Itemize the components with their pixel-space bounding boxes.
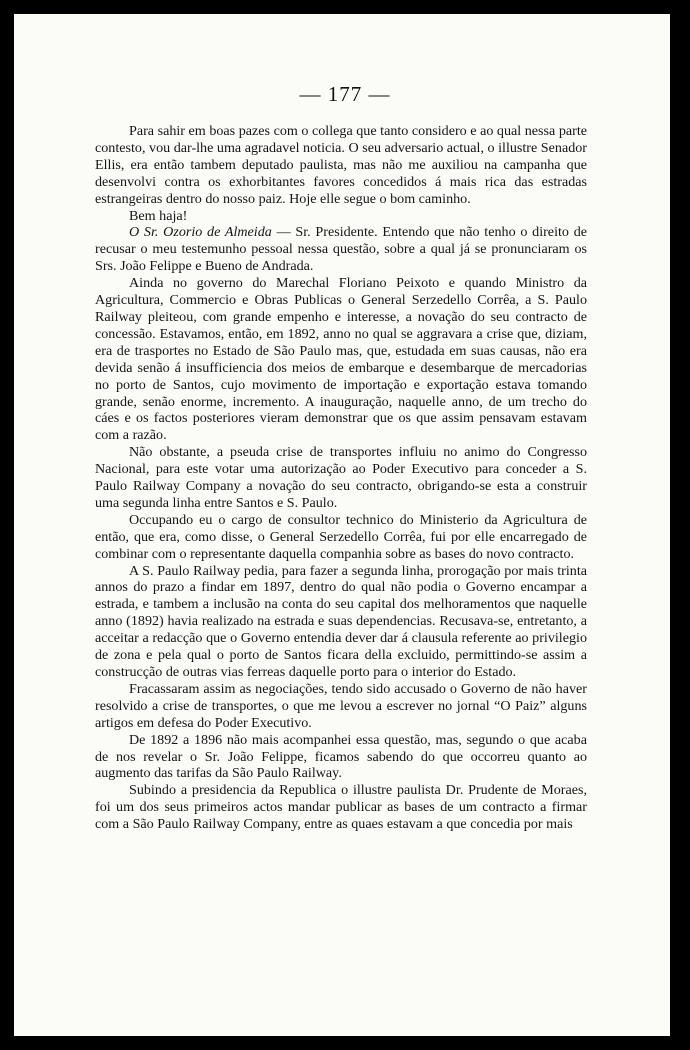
speech-text: — Sr. Presidente. Entendo que não tenho o direito de recusar o meu testemunho pessoal nessa questão, sobre a qual já se pronunciaram os Srs. João Felippe e Bueno de Andrada. xyxy=(95,224,587,275)
paragraph: Occupando eu o cargo de consultor technico do Ministerio da Agricultura de então, que era, como disse, o General Serzedello Corrêa, fui por elle encarregado de combinar com o representante daquella companhia sobre as bases do novo contracto. xyxy=(95,511,587,562)
paragraph: Ainda no governo do Marechal Floriano Peixoto e quando Ministro da Agricultura, Commercio e Obras Publicas o General Serzedello Corrêa, a S. Paulo Railway pleiteou, com grande empenho e interesse, a novação do seu contracto de concessão. Estavamos, então, em 1892, anno no qual se aggravara a crise que, diziam, era de trasportes no Estado de São Paulo mas, que, estudada em suas causas, não era devida senão á insufficiencia dos meios de embarque e desembarque de mercadorias no porto de Santos, cujo movimento de importação e exportação estava tomando grande, senão enorme, incremento. A inauguração, naquelle anno, de um trecho do cáes e os factos posteriores vieram demonstrar que os que assim pensavam estavam com a razão. xyxy=(95,275,587,444)
paragraph: Bem haja! xyxy=(129,207,188,224)
paragraph: Subindo a presidencia da Republica o illustre paulista Dr. Prudente de Moraes, foi um dos seus primeiros actos mandar publicar as bases de um contracto a firmar com a São Paulo Railway Company, entre as quaes estavam a que concedia por mais xyxy=(95,782,587,833)
paragraph: De 1892 a 1896 não mais acompanhei essa questão, mas, segundo o que acaba de nos revelar o Sr. João Felippe, ficamos sabendo do que occorreu quanto ao augmento das tarifas da São Paulo Railway. xyxy=(95,731,587,782)
paragraph: Fracassaram assim as negociações, tendo sido accusado o Governo de não haver resolvido a crise de transportes, o que me levou a escrever no jornal “O Paiz” alguns artigos em defesa do Poder Executivo. xyxy=(95,680,587,731)
body-text xyxy=(95,123,587,833)
page-number: — 177 — xyxy=(299,82,391,106)
paragraph: Não obstante, a pseuda crise de transportes influiu no animo do Congresso Nacional, para este votar uma autorização ao Poder Executivo para conceder a S. Paulo Railway Company a novação do seu contracto, obrigando-se esta a construir uma segunda linha entre Santos e S. Paulo. xyxy=(95,444,587,511)
speaker-name: O Sr. Ozorio de Almeida xyxy=(129,224,272,241)
speech-paragraph xyxy=(95,224,587,275)
paragraph: Para sahir em boas pazes com o collega que tanto considero e ao qual nessa parte contesto, vou dar-lhe uma agradavel noticia. O seu adversario actual, o illustre Senador Ellis, era então tambem deputado paulista, mas não me auxiliou na campanha que desenvolvi contra os exhorbitantes favores concedidos á mais rica das estradas estrangeiras dentro do nosso paiz. Hoje elle segue o bom caminho. xyxy=(95,123,587,207)
paragraph: A S. Paulo Railway pedia, para fazer a segunda linha, prorogação por mais trinta annos do prazo a findar em 1897, dentro do qual não podia o Governo encampar a estrada, e tambem a inclusão na conta do seu capital dos melhoramentos que naquelle anno (1892) havia realizado na estrada e suas dependencias. Recusava-se, entretanto, a acceitar a redacção que o Governo entendia dever dar á clausula referente ao privilegio de zona e pela qual o porto de Santos ficara della excluido, permittindo-se assim a construcção de outras vias ferreas daquelle porto para o interior do Estado. xyxy=(95,562,587,680)
